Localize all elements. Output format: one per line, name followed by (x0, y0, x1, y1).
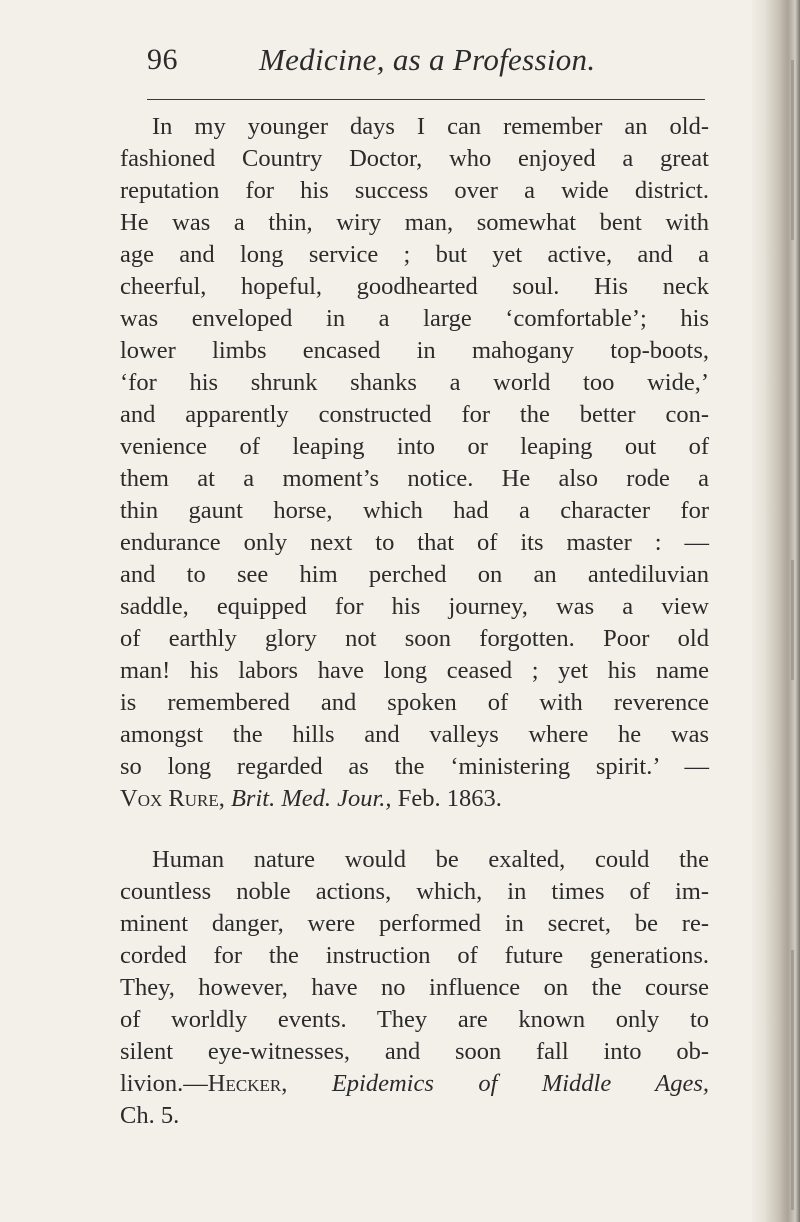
passage-human-nature (120, 844, 709, 1132)
citation-chapter: Ch. 5. (120, 1102, 180, 1129)
text-line: of earthly glory not soon forgotten. Poor old (120, 625, 709, 652)
text-line: silent eye-witnesses, and soon fall into ob- (120, 1038, 709, 1065)
text-line: minent danger, were performed in secret, be re- (120, 910, 709, 937)
citation-author: Hecker, (207, 1070, 288, 1097)
text-line: They, however, have no influence on the course (120, 974, 709, 1001)
page-body (120, 111, 709, 1132)
edge-streak (791, 560, 794, 680)
text-line: and apparently constructed for the better con- (120, 401, 709, 428)
text-line: fashioned Country Doctor, who enjoyed a great (120, 145, 709, 172)
text-line: countless noble actions, which, in times of im- (120, 878, 709, 905)
text-line: lower limbs encased in mahogany top-boots, (120, 337, 709, 364)
text-line: corded for the instruction of future generations. (120, 942, 709, 969)
citation-journal: Brit. Med. Jour., (230, 785, 392, 812)
text-line: them at a moment’s notice. He also rode a (120, 465, 709, 492)
text-line: is remembered and spoken of with reverence (120, 689, 709, 716)
text-line: reputation for his success over a wide district. (120, 177, 709, 204)
text-line: and to see him perched on an antediluvian (120, 561, 709, 588)
edge-streak (791, 950, 794, 1210)
running-title: Medicine, as a Profession. (259, 42, 596, 77)
text-line: Human nature would be exalted, could the (152, 846, 709, 873)
text-line: In my younger days I can remember an old- (152, 113, 709, 140)
text-line: cheerful, hopeful, goodhearted soul. His neck (120, 273, 709, 300)
text-line: was enveloped in a large ‘comfortable’; his (120, 305, 709, 332)
text-line: thin gaunt horse, which had a character for (120, 497, 709, 524)
text-line: venience of leaping into or leaping out of (120, 433, 709, 460)
page-header (147, 40, 707, 88)
text-line: He was a thin, wiry man, somewhat bent with (120, 209, 709, 236)
text-line: endurance only next to that of its master : — (120, 529, 709, 556)
citation-lead: livion.— (120, 1070, 208, 1097)
text-line: of worldly events. They are known only to (120, 1006, 709, 1033)
text-line: so long regarded as the ‘ministering spirit.’ — (120, 753, 709, 780)
citation-line (120, 1068, 709, 1100)
text-line: saddle, equipped for his journey, was a view (120, 593, 709, 620)
text-line: age and long service ; but yet active, and a (120, 241, 709, 268)
text-line: amongst the hills and valleys where he was (120, 721, 709, 748)
paragraph-gap (120, 815, 709, 844)
edge-streak (791, 60, 794, 240)
passage-country-doctor (120, 111, 709, 815)
page-edge-shadow (752, 0, 800, 1222)
citation-date: Feb. 1863. (397, 785, 502, 812)
page-number: 96 (147, 43, 178, 76)
citation-line (120, 783, 709, 815)
header-rule (147, 99, 705, 100)
text-line: ‘for his shrunk shanks a world too wide,’ (120, 369, 709, 396)
citation-author: Vox Rure, (120, 785, 225, 812)
text-line: man! his labors have long ceased ; yet his name (120, 657, 709, 684)
citation-work: Epidemics of Middle Ages, (331, 1070, 709, 1097)
